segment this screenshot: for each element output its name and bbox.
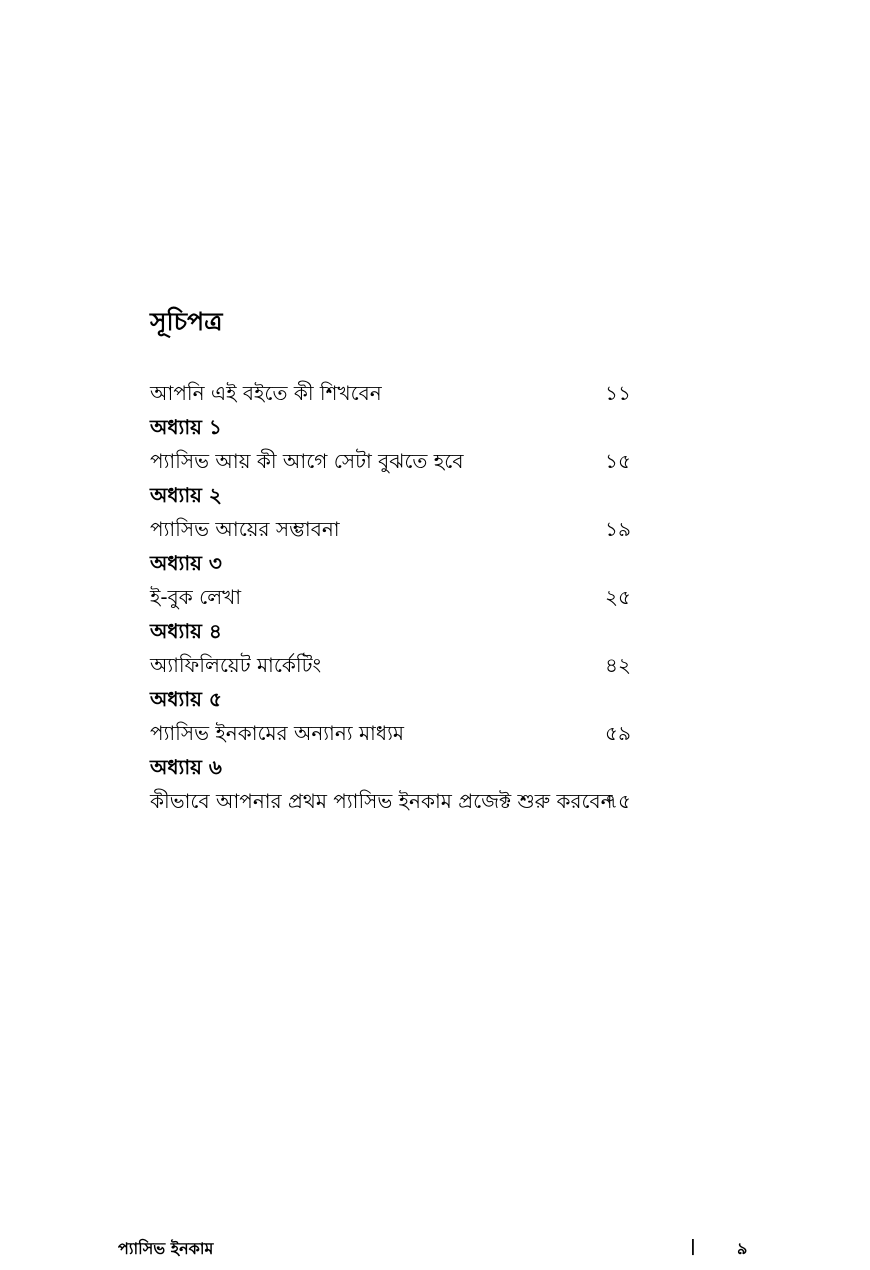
toc-chapter-heading (150, 616, 640, 650)
toc-entry (150, 446, 640, 480)
toc-entry-title: প্যাসিভ ইনকামের অন্যান্য মাধ্যম (150, 721, 404, 745)
toc-chapter-label: অধ্যায় ৩ (150, 551, 222, 575)
toc-entry-title: প্যাসিভ আয়ের সম্ভাবনা (150, 517, 340, 541)
toc-chapter-label: অধ্যায় ২ (150, 483, 222, 507)
toc-entry (150, 718, 640, 752)
footer-book-title: প্যাসিভ ইনকাম (118, 1239, 214, 1258)
toc-entry-page: ১৯ (605, 517, 631, 541)
toc-chapter-heading (150, 548, 640, 582)
toc-entry-title: কীভাবে আপনার প্রথম প্যাসিভ ইনকাম প্রজেক্ট শুরু করবেন (150, 789, 613, 813)
toc-chapter-label: অধ্যায় ৬ (150, 755, 222, 779)
toc-chapter-label: অধ্যায় ১ (150, 415, 222, 439)
toc-entry-title: প্যাসিভ আয় কী আগে সেটা বুঝতে হবে (150, 449, 464, 473)
toc-entry (150, 378, 640, 412)
toc-entry (150, 514, 640, 548)
toc-chapter-heading (150, 412, 640, 446)
toc-entry (150, 582, 640, 616)
toc-entry-title: ই-বুক লেখা (150, 585, 242, 609)
footer-separator: | (690, 1236, 696, 1255)
toc-entry-page: ৭৫ (605, 789, 631, 813)
toc-entry-page: ৫৯ (605, 721, 631, 745)
toc-list (150, 378, 640, 820)
toc-entry-title: অ্যাফিলিয়েট মার্কেটিং (150, 653, 322, 677)
toc-entry-page: ২৫ (605, 585, 631, 609)
footer-page-number: ৯ (737, 1239, 748, 1258)
toc-chapter-heading (150, 752, 640, 786)
toc-chapter-heading (150, 684, 640, 718)
toc-entry-page: ১৫ (605, 449, 631, 473)
toc-chapter-heading (150, 480, 640, 514)
toc-entry-page: ৪২ (605, 653, 631, 677)
toc-entry-title: আপনি এই বইতে কী শিখবেন (150, 381, 382, 405)
toc-entry-page: ১১ (605, 381, 631, 405)
toc-title: সূচিপত্র (150, 307, 223, 336)
toc-entry (150, 650, 640, 684)
toc-chapter-label: অধ্যায় ৫ (150, 687, 222, 711)
toc-entry (150, 786, 640, 820)
toc-chapter-label: অধ্যায় ৪ (150, 619, 222, 643)
